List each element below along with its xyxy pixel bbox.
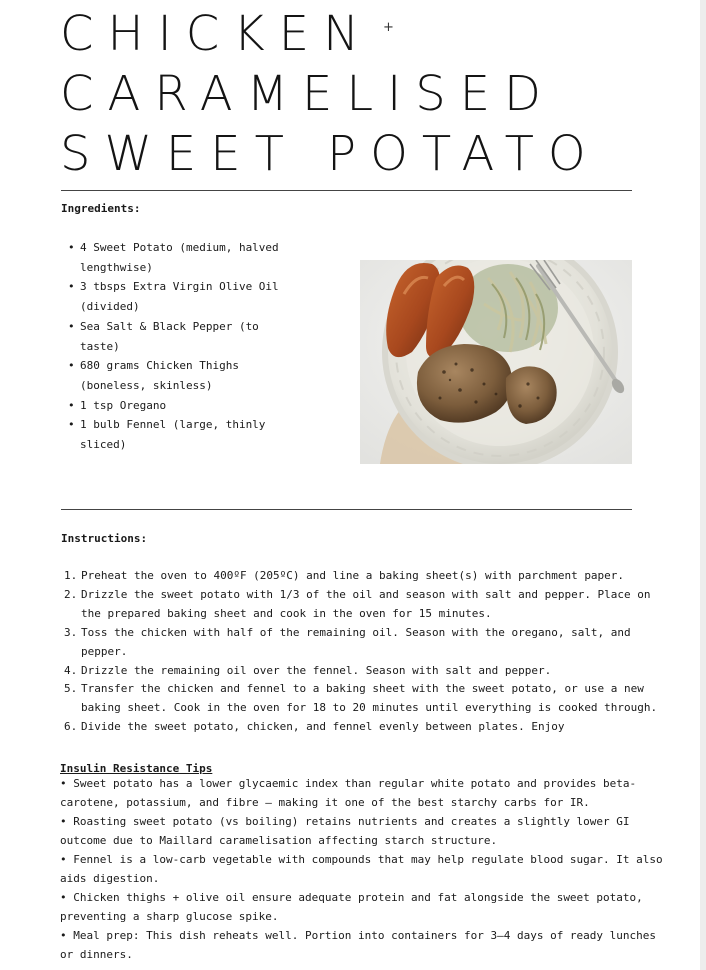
recipe-title xyxy=(60,4,600,184)
step-text: Preheat the oven to 400ºF (205ºC) and line a baking sheet(s) with parchment paper. xyxy=(81,569,625,582)
list-item: • Sweet potato has a lower glycaemic index than regular white potato and provides beta-carotene, potassium, and fibre — making it one of the best starchy carbs for IR. xyxy=(60,777,637,809)
step-text: Drizzle the remaining oil over the fennel. Season with salt and pepper. xyxy=(81,663,552,677)
list-item xyxy=(62,586,662,624)
instructions-list xyxy=(62,567,662,737)
plated-chicken-sweet-potato-photo xyxy=(360,260,632,464)
list-item: • Chicken thighs + olive oil ensure adequate protein and fat alongside the sweet potato, preventing a sharp glucose spike. xyxy=(60,891,643,923)
tips-list xyxy=(60,774,670,964)
list-item xyxy=(62,662,662,681)
page-edge-shadow xyxy=(700,0,706,970)
ingredients-list xyxy=(62,238,288,455)
step-text: Transfer the chicken and fennel to a baking sheet with the sweet potato, or use a new baking sheet. Cook in the oven for 18 to 20 minutes until everything is cooked through. xyxy=(81,682,658,715)
title-line-2: CARAMELISED xyxy=(60,66,555,122)
tips-heading: Insulin Resistance Tips xyxy=(60,762,213,775)
list-item: • 1 bulb Fennel (large, thinly sliced) xyxy=(62,415,288,454)
list-item: • 4 Sweet Potato (medium, halved lengthwise) xyxy=(62,238,288,277)
step-number: 3. xyxy=(64,625,78,639)
list-item: • Meal prep: This dish reheats well. Portion into containers for 3–4 days of ready lunches or dinners. xyxy=(60,929,657,961)
list-item xyxy=(62,567,662,586)
list-item: • Sea Salt & Black Pepper (to taste) xyxy=(62,317,288,356)
list-item xyxy=(62,680,662,718)
step-text: Toss the chicken with half of the remaining oil. Season with the oregano, salt, and pepper. xyxy=(81,625,631,658)
step-number: 4. xyxy=(64,663,78,677)
title-line-1: CHICKEN xyxy=(60,6,373,62)
title-plus-sign: + xyxy=(383,20,394,35)
step-number: 6. xyxy=(64,720,78,734)
recipe-photo xyxy=(360,260,632,464)
step-number: 2. xyxy=(64,587,78,601)
instructions-heading: Instructions: xyxy=(61,532,148,545)
step-text: Divide the sweet potato, chicken, and fennel evenly between plates. Enjoy xyxy=(81,720,565,734)
divider-middle xyxy=(61,509,632,510)
title-line-3: SWEET POTATO xyxy=(60,126,600,182)
list-item xyxy=(62,624,662,662)
step-text: Drizzle the sweet potato with 1/3 of the oil and season with salt and pepper. Place on the prepared baking sheet and cook in the oven for 15 minutes. xyxy=(81,587,651,620)
list-item: • 1 tsp Oregano xyxy=(62,396,288,416)
list-item: • 680 grams Chicken Thighs (boneless, skinless) xyxy=(62,356,288,395)
step-number: 5. xyxy=(64,682,78,696)
list-item: • Fennel is a low-carb vegetable with compounds that may help regulate blood sugar. It also aids digestion. xyxy=(60,853,663,885)
list-item: • Roasting sweet potato (vs boiling) retains nutrients and creates a slightly lower GI outcome due to Maillard caramelisation affecting starch structure. xyxy=(60,815,630,847)
list-item xyxy=(62,718,662,737)
list-item: • 3 tbsps Extra Virgin Olive Oil (divided) xyxy=(62,277,288,316)
divider-top xyxy=(61,190,632,191)
step-number: 1. xyxy=(64,569,78,582)
ingredients-heading: Ingredients: xyxy=(61,202,141,215)
